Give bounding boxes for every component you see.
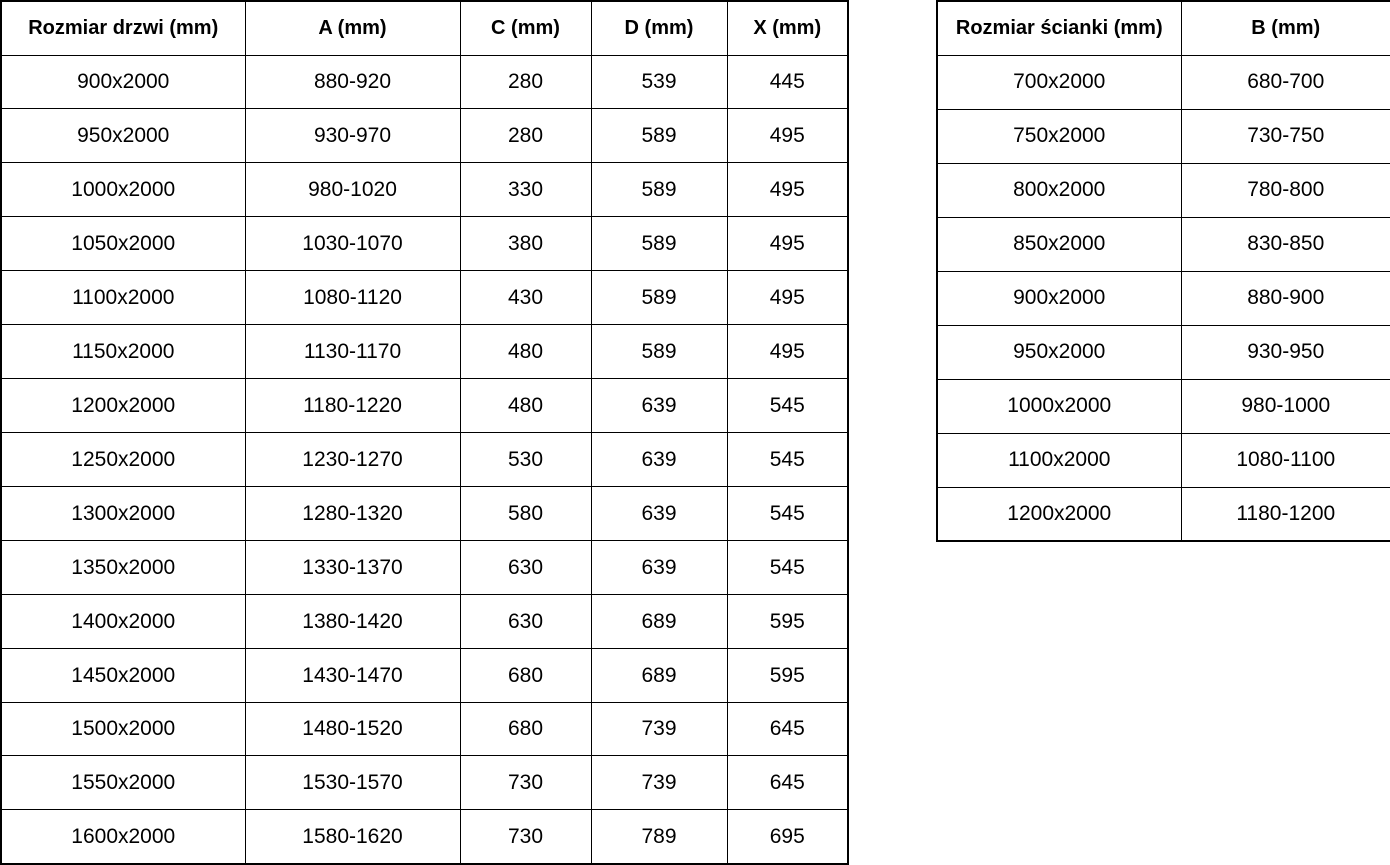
table-cell: 1280-1320	[245, 486, 460, 540]
table-cell: 1500x2000	[1, 702, 245, 756]
table-cell: 589	[591, 163, 727, 217]
table-cell: 495	[727, 109, 848, 163]
table-cell: 900x2000	[1, 55, 245, 109]
table-cell: 1130-1170	[245, 325, 460, 379]
column-header: A (mm)	[245, 1, 460, 55]
column-header: C (mm)	[460, 1, 591, 55]
table-cell: 630	[460, 540, 591, 594]
table-cell: 645	[727, 756, 848, 810]
table-cell: 980-1020	[245, 163, 460, 217]
table-cell: 730-750	[1181, 109, 1390, 163]
table-row	[937, 433, 1390, 487]
table-cell: 480	[460, 325, 591, 379]
table-row	[1, 594, 848, 648]
table-cell: 1030-1070	[245, 217, 460, 271]
table-row	[1, 379, 848, 433]
table-cell: 530	[460, 432, 591, 486]
table-cell: 950x2000	[1, 109, 245, 163]
column-header: Rozmiar ścianki (mm)	[937, 1, 1181, 55]
table-cell: 850x2000	[937, 217, 1181, 271]
table-row	[937, 109, 1390, 163]
table-cell: 1000x2000	[1, 163, 245, 217]
table-row	[1, 486, 848, 540]
column-header: B (mm)	[1181, 1, 1390, 55]
column-header: Rozmiar drzwi (mm)	[1, 1, 245, 55]
table-cell: 700x2000	[937, 55, 1181, 109]
table-row	[1, 325, 848, 379]
table-cell: 1200x2000	[937, 487, 1181, 541]
table-cell: 595	[727, 594, 848, 648]
table-cell: 880-900	[1181, 271, 1390, 325]
table-cell: 1180-1220	[245, 379, 460, 433]
table-cell: 1350x2000	[1, 540, 245, 594]
table-cell: 1000x2000	[937, 379, 1181, 433]
table-cell: 1600x2000	[1, 810, 245, 864]
table-row	[937, 379, 1390, 433]
table-cell: 1250x2000	[1, 432, 245, 486]
table-cell: 639	[591, 432, 727, 486]
table-cell: 800x2000	[937, 163, 1181, 217]
table-cell: 1480-1520	[245, 702, 460, 756]
table-cell: 1080-1120	[245, 271, 460, 325]
table-cell: 1100x2000	[937, 433, 1181, 487]
table-cell: 780-800	[1181, 163, 1390, 217]
table-cell: 1100x2000	[1, 271, 245, 325]
wall-size-table	[936, 0, 1390, 542]
table-cell: 495	[727, 271, 848, 325]
header-row	[1, 1, 848, 55]
table-cell: 750x2000	[937, 109, 1181, 163]
table-cell: 930-970	[245, 109, 460, 163]
table-cell: 1430-1470	[245, 648, 460, 702]
table-row	[937, 217, 1390, 271]
table-row	[1, 810, 848, 864]
table-row	[1, 432, 848, 486]
table-cell: 689	[591, 648, 727, 702]
table-cell: 680-700	[1181, 55, 1390, 109]
table-cell: 495	[727, 325, 848, 379]
table-cell: 495	[727, 163, 848, 217]
table-cell: 689	[591, 594, 727, 648]
table-cell: 589	[591, 271, 727, 325]
table-row	[937, 271, 1390, 325]
table-cell: 739	[591, 756, 727, 810]
table-row	[1, 756, 848, 810]
table-row	[1, 217, 848, 271]
table-cell: 950x2000	[937, 325, 1181, 379]
table-cell: 1380-1420	[245, 594, 460, 648]
table-cell: 730	[460, 810, 591, 864]
table-cell: 330	[460, 163, 591, 217]
table-row	[937, 55, 1390, 109]
table-cell: 1080-1100	[1181, 433, 1390, 487]
table-row	[937, 487, 1390, 541]
column-header: D (mm)	[591, 1, 727, 55]
table-cell: 900x2000	[937, 271, 1181, 325]
table-row	[937, 163, 1390, 217]
table-cell: 380	[460, 217, 591, 271]
table-cell: 830-850	[1181, 217, 1390, 271]
table-cell: 280	[460, 55, 591, 109]
table-row	[1, 109, 848, 163]
table-cell: 1150x2000	[1, 325, 245, 379]
table-cell: 545	[727, 540, 848, 594]
table-cell: 1580-1620	[245, 810, 460, 864]
table-cell: 639	[591, 540, 727, 594]
table-row	[1, 648, 848, 702]
table-cell: 280	[460, 109, 591, 163]
table-row	[1, 55, 848, 109]
table-cell: 789	[591, 810, 727, 864]
table-cell: 880-920	[245, 55, 460, 109]
table-cell: 639	[591, 486, 727, 540]
table-cell: 1330-1370	[245, 540, 460, 594]
table-cell: 645	[727, 702, 848, 756]
table-cell: 580	[460, 486, 591, 540]
table-row	[1, 271, 848, 325]
table-cell: 430	[460, 271, 591, 325]
table-cell: 480	[460, 379, 591, 433]
header-row	[937, 1, 1390, 55]
table-cell: 539	[591, 55, 727, 109]
table-cell: 930-950	[1181, 325, 1390, 379]
table-cell: 595	[727, 648, 848, 702]
table-row	[1, 540, 848, 594]
table-cell: 1550x2000	[1, 756, 245, 810]
table-cell: 1050x2000	[1, 217, 245, 271]
table-cell: 589	[591, 325, 727, 379]
table-cell: 445	[727, 55, 848, 109]
table-cell: 545	[727, 379, 848, 433]
table-cell: 589	[591, 217, 727, 271]
table-cell: 1400x2000	[1, 594, 245, 648]
table-cell: 630	[460, 594, 591, 648]
table-cell: 545	[727, 432, 848, 486]
table-cell: 639	[591, 379, 727, 433]
table-cell: 739	[591, 702, 727, 756]
table-cell: 1200x2000	[1, 379, 245, 433]
table-row	[937, 325, 1390, 379]
table-cell: 1450x2000	[1, 648, 245, 702]
table-cell: 1300x2000	[1, 486, 245, 540]
table-cell: 1180-1200	[1181, 487, 1390, 541]
table-cell: 545	[727, 486, 848, 540]
table-cell: 1530-1570	[245, 756, 460, 810]
table-row	[1, 702, 848, 756]
table-cell: 680	[460, 702, 591, 756]
table-cell: 1230-1270	[245, 432, 460, 486]
table-cell: 980-1000	[1181, 379, 1390, 433]
table-cell: 680	[460, 648, 591, 702]
column-header: X (mm)	[727, 1, 848, 55]
table-row	[1, 163, 848, 217]
table-cell: 495	[727, 217, 848, 271]
table-cell: 589	[591, 109, 727, 163]
table-cell: 695	[727, 810, 848, 864]
table-cell: 730	[460, 756, 591, 810]
